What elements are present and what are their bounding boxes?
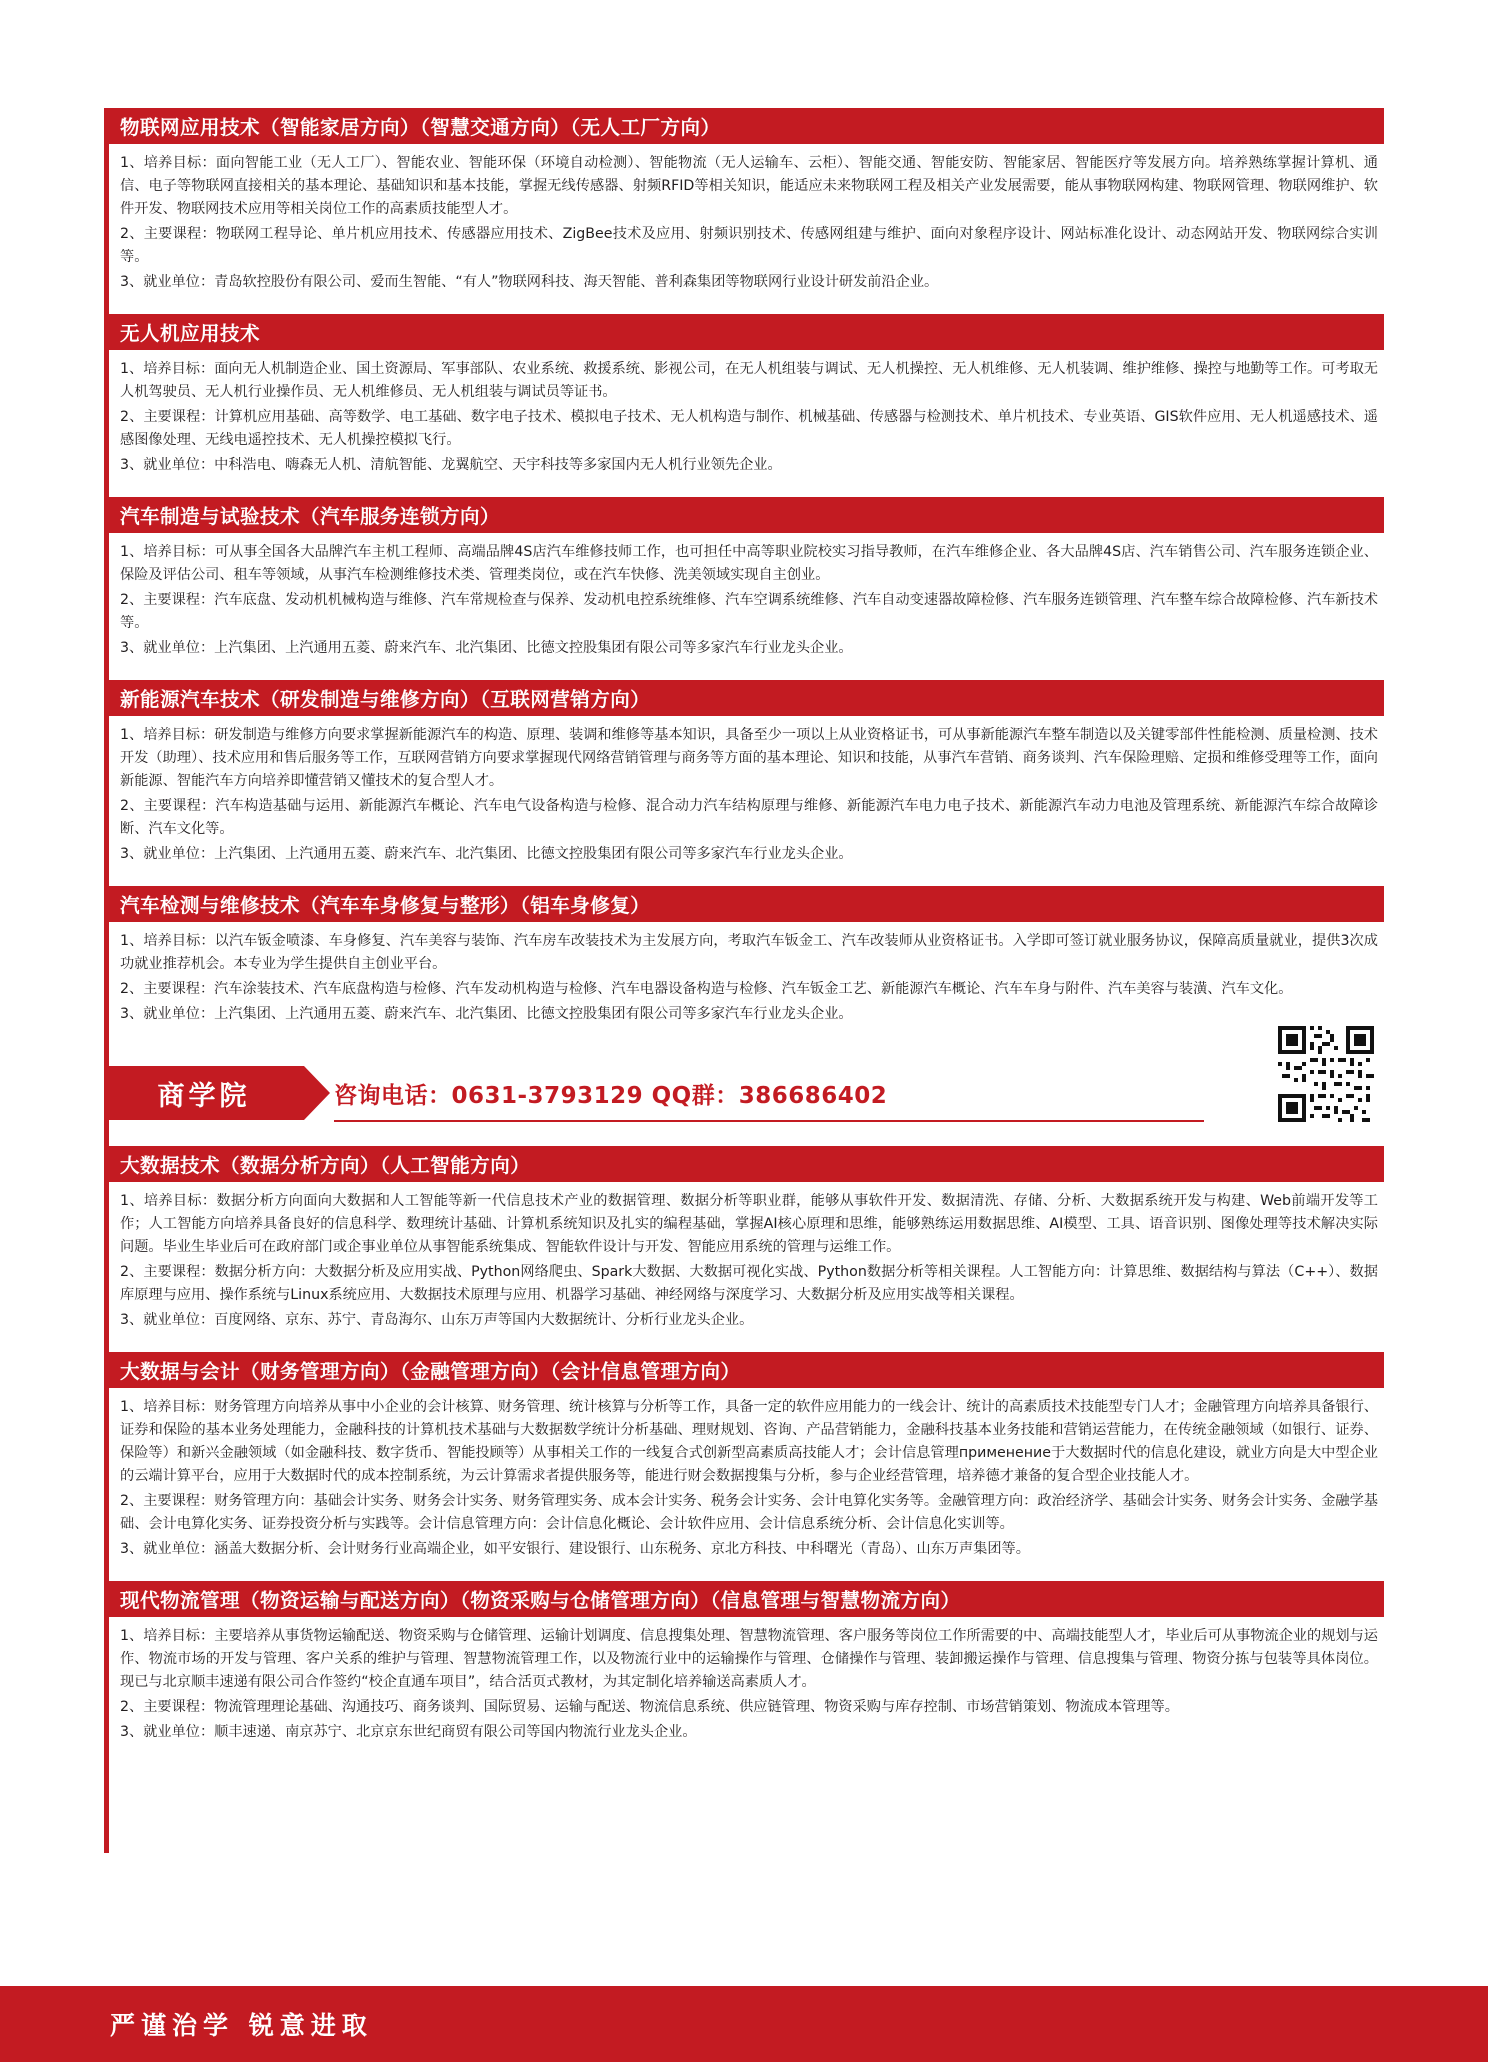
section-item: 1、培养目标：研发制造与维修方向要求掌握新能源汽车的构造、原理、装调和维修等基本知识，具备至少一项以上从业资格证书，可从事新能源汽车整车制造以及关键零部件性能检测、质量检测、技术开发（助理）、技术应用和售后服务等工作，互联网营销方向要求掌握现代网络营销管理与商务等方面的基本理论、知识和技能，从事汽车营销、商务谈判、汽车保险理赔、定损和维修受理等工作，面向新能源、智能汽车方向培养即懂营销又懂技术的复合型人才。 xyxy=(120,727,1378,789)
section-header xyxy=(104,314,1384,350)
section-title: 汽车制造与试验技术（汽车服务连锁方向） xyxy=(120,505,501,528)
section-item: 3、就业单位：中科浩电、嗨森无人机、清航智能、龙翼航空、天宇科技等多家国内无人机行业领先企业。 xyxy=(120,457,782,473)
section-item: 3、就业单位：青岛软控股份有限公司、爱而生智能、“有人”物联网科技、海天智能、普利森集团等物联网行业设计研发前沿企业。 xyxy=(120,274,939,290)
program-section xyxy=(104,108,1384,300)
section-header xyxy=(104,1146,1384,1182)
section-item: 1、培养目标：财务管理方向培养从事中小企业的会计核算、财务管理、统计核算与分析等工作，具备一定的软件应用能力的一线会计、统计的高素质技术技能型专门人才；金融管理方向培养具备银行、证券和保险的基本业务处理能力，金融科技的计算机技术基础与大数据数学统计分析基础、理财规划、咨询、产品营销能力，金融科技基本业务技能和营销运营能力，在传统金融领域（如银行、证券、保险等）和新兴金融领域（如金融科技、数字货币、智能投顾等）从事相关工作的一线复合式创新型高素质高技能人才；会计信息管理применение于大数据时代的信息化建设，就业方向是大中型企业的云端计算平台，应用于大数据时代的成本控制系统，为云计算需求者提供服务等，能进行财会数据搜集与分析，参与企业经营管理，培养德才兼备的复合型企业技能人才。 xyxy=(120,1399,1378,1484)
section-item: 3、就业单位：涵盖大数据分析、会计财务行业高端企业，如平安银行、建设银行、山东税务、京北方科技、中科曙光（青岛）、山东万声集团等。 xyxy=(120,1541,1030,1557)
section-item: 2、主要课程：汽车涂装技术、汽车底盘构造与检修、汽车发动机构造与检修、汽车电器设备构造与检修、汽车钣金工艺、新能源汽车概论、汽车车身与附件、汽车美容与装潢、汽车文化。 xyxy=(120,981,1293,997)
section-item: 2、主要课程：数据分析方向：大数据分析及应用实战、Python网络爬虫、Spark大数据、大数据可视化实战、Python数据分析等相关课程。人工智能方向：计算思维、数据结构与算法（C++）、数据库原理与应用、操作系统与Linux系统应用、大数据技术原理与应用、机器学习基础、神经网络与深度学习、大数据分析及应用实战等相关课程。 xyxy=(120,1264,1378,1303)
section-item: 1、培养目标：面向智能工业（无人工厂）、智能农业、智能环保（环境自动检测）、智能物流（无人运输车、云柜）、智能交通、智能安防、智能家居、智能医疗等发展方向。培养熟练掌握计算机、通信、电子等物联网直接相关的基本理论、基础知识和基本技能，掌握无线传感器、射频RFID等相关知识，能适应未来物联网工程及相关产业发展需要，能从事物联网构建、物联网管理、物联网维护、软件开发、物联网技术应用等相关岗位工作的高素质技能型人才。 xyxy=(120,155,1378,217)
section-item: 3、就业单位：上汽集团、上汽通用五菱、蔚来汽车、北汽集团、比德文控股集团有限公司等多家汽车行业龙头企业。 xyxy=(120,640,853,656)
college-contact-block xyxy=(334,1066,1204,1122)
section-header xyxy=(104,1352,1384,1388)
section-body xyxy=(104,533,1384,666)
section-item: 2、主要课程：财务管理方向：基础会计实务、财务会计实务、财务管理实务、成本会计实务、税务会计实务、会计电算化实务等。金融管理方向：政治经济学、基础会计实务、财务会计实务、金融学基础、会计电算化实务、证券投资分析与实践等。会计信息管理方向：会计信息化概论、会计软件应用、会计信息系统分析、会计信息化实训等。 xyxy=(120,1493,1378,1532)
section-item: 2、主要课程：计算机应用基础、高等数学、电工基础、数字电子技术、模拟电子技术、无人机构造与制作、机械基础、传感器与检测技术、单片机技术、专业英语、GIS软件应用、无人机遥感技术、遥感图像处理、无线电遥控技术、无人机操控模拟飞行。 xyxy=(120,409,1378,448)
section-title: 无人机应用技术 xyxy=(120,322,261,345)
qr-code-icon xyxy=(1278,1026,1374,1122)
section-title: 物联网应用技术（智能家居方向）（智慧交通方向）（无人工厂方向） xyxy=(120,116,721,139)
page-footer xyxy=(0,1986,1488,2062)
section-body xyxy=(104,716,1384,872)
section-title: 新能源汽车技术（研发制造与维修方向）（互联网营销方向） xyxy=(120,688,651,711)
program-section xyxy=(104,680,1384,872)
footer-slogan: 严谨治学 锐意进取 xyxy=(110,2011,373,2040)
section-title: 大数据与会计（财务管理方向）（金融管理方向）（会计信息管理方向） xyxy=(120,1360,741,1383)
section-body xyxy=(104,1388,1384,1567)
section-item: 1、培养目标：可从事全国各大品牌汽车主机工程师、高端品牌4S店汽车维修技师工作，也可担任中高等职业院校实习指导教师，在汽车维修企业、各大品牌4S店、汽车销售公司、汽车服务连锁企业、保险及评估公司、租车等领域，从事汽车检测维修技术类、管理类岗位，或在汽车快修、洗美领域实现自主创业。 xyxy=(120,544,1378,583)
section-title: 现代物流管理（物资运输与配送方向）（物资采购与仓储管理方向）（信息管理与智慧物流方向） xyxy=(120,1589,961,1612)
section-body xyxy=(104,144,1384,300)
section-item: 2、主要课程：物流管理理论基础、沟通技巧、商务谈判、国际贸易、运输与配送、物流信息系统、供应链管理、物资采购与库存控制、市场营销策划、物流成本管理等。 xyxy=(120,1699,1179,1715)
program-section xyxy=(104,886,1384,1032)
college-name-block xyxy=(104,1066,304,1120)
program-section xyxy=(104,1352,1384,1567)
programs-group-2 xyxy=(104,1146,1384,1750)
college-banner xyxy=(104,1066,1384,1120)
section-item: 3、就业单位：上汽集团、上汽通用五菱、蔚来汽车、北汽集团、比德文控股集团有限公司等多家汽车行业龙头企业。 xyxy=(120,846,853,862)
program-section xyxy=(104,1581,1384,1750)
section-body xyxy=(104,922,1384,1032)
page-content xyxy=(104,108,1384,1764)
programs-group-1 xyxy=(104,108,1384,1032)
section-item: 2、主要课程：汽车底盘、发动机机械构造与维修、汽车常规检查与保养、发动机电控系统维修、汽车空调系统维修、汽车自动变速器故障检修、汽车服务连锁管理、汽车整车综合故障检修、汽车新技术等。 xyxy=(120,592,1378,631)
section-header xyxy=(104,886,1384,922)
section-item: 1、培养目标：以汽车钣金喷漆、车身修复、汽车美容与装饰、汽车房车改装技术为主发展方向，考取汽车钣金工、汽车改装师从业资格证书。入学即可签订就业服务协议，保障高质量就业，提供3次成功就业推荐机会。本专业为学生提供自主创业平台。 xyxy=(120,933,1378,972)
section-header xyxy=(104,108,1384,144)
section-title: 大数据技术（数据分析方向）（人工智能方向） xyxy=(120,1154,531,1177)
section-body xyxy=(104,350,1384,483)
program-section xyxy=(104,497,1384,666)
section-item: 2、主要课程：物联网工程导论、单片机应用技术、传感器应用技术、ZigBee技术及应用、射频识别技术、传感网组建与维护、面向对象程序设计、网站标准化设计、动态网站开发、物联网综合实训等。 xyxy=(120,226,1378,265)
college-contact: 咨询电话：0631-3793129 QQ群：386686402 xyxy=(334,1082,888,1109)
section-item: 1、培养目标：面向无人机制造企业、国土资源局、军事部队、农业系统、救援系统、影视公司，在无人机组装与调试、无人机操控、无人机维修、无人机装调、维护维修、操控与地勤等工作。可考取无人机驾驶员、无人机行业操作员、无人机维修员、无人机组装与调试员等证书。 xyxy=(120,361,1378,400)
section-item: 3、就业单位：百度网络、京东、苏宁、青岛海尔、山东万声等国内大数据统计、分析行业龙头企业。 xyxy=(120,1312,754,1328)
program-section xyxy=(104,1146,1384,1338)
section-title: 汽车检测与维修技术（汽车车身修复与整形）（铝车身修复） xyxy=(120,894,651,917)
section-header xyxy=(104,497,1384,533)
section-item: 3、就业单位：顺丰速递、南京苏宁、北京京东世纪商贸有限公司等国内物流行业龙头企业。 xyxy=(120,1724,697,1740)
college-name: 商学院 xyxy=(157,1080,251,1112)
section-item: 1、培养目标：数据分析方向面向大数据和人工智能等新一代信息技术产业的数据管理、数据分析等职业群，能够从事软件开发、数据清洗、存储、分析、大数据系统开发与构建、Web前端开发等工作；人工智能方向培养具备良好的信息科学、数理统计基础、计算机系统知识及扎实的编程基础，掌握AI核心原理和思维，能够熟练运用数据思维、AI模型、工具、语音识别、图像处理等技术解决实际问题。毕业生毕业后可在政府部门或企事业单位从事智能系统集成、智能软件设计与开发、智能应用系统的管理与运维工作。 xyxy=(120,1193,1378,1255)
section-body xyxy=(104,1617,1384,1750)
section-item: 2、主要课程：汽车构造基础与运用、新能源汽车概论、汽车电气设备构造与检修、混合动力汽车结构原理与维修、新能源汽车电力电子技术、新能源汽车动力电池及管理系统、新能源汽车综合故障诊断、汽车文化等。 xyxy=(120,798,1378,837)
section-body xyxy=(104,1182,1384,1338)
section-item: 3、就业单位：上汽集团、上汽通用五菱、蔚来汽车、北汽集团、比德文控股集团有限公司等多家汽车行业龙头企业。 xyxy=(120,1006,853,1022)
section-header xyxy=(104,1581,1384,1617)
section-header xyxy=(104,680,1384,716)
section-item: 1、培养目标：主要培养从事货物运输配送、物资采购与仓储管理、运输计划调度、信息搜集处理、智慧物流管理、客户服务等岗位工作所需要的中、高端技能型人才，毕业后可从事物流企业的规划与运作、物流市场的开发与管理、客户关系的维护与管理、智慧物流管理工作，以及物流行业中的运输操作与管理、仓储操作与管理、装卸搬运操作与管理、信息搜集与管理、物资分拣与包装等具体岗位。现已与北京顺丰速递有限公司合作签约“校企直通车项目”，结合活页式教材，为其定制化培养输送高素质人才。 xyxy=(120,1628,1378,1690)
program-section xyxy=(104,314,1384,483)
